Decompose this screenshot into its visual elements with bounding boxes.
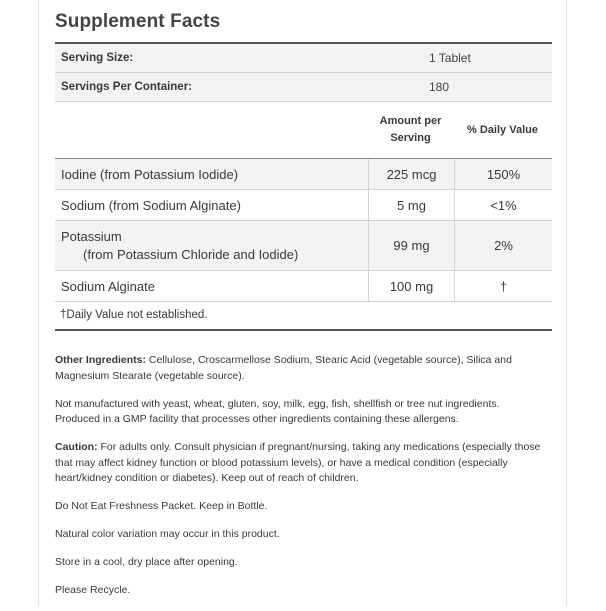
- caution-text: For adults only. Consult physician if pregnant/nursing, taking any medications (especially those that may affect kidney function or blood potassium levels), or have a medical condition (especially heart/kidney condition or diabetes). Keep out of reach of children.: [55, 441, 541, 484]
- daily-value-footnote: †Daily Value not established.: [55, 302, 552, 331]
- nutrient-name: Sodium (from Sodium Alginate): [61, 197, 241, 213]
- nutrient-name-block: [55, 229, 368, 262]
- nutrient-row-sodium: [55, 190, 552, 221]
- nutrient-name: Sodium Alginate: [61, 278, 155, 294]
- nutrient-row-potassium: [55, 221, 552, 271]
- column-header-row: [55, 102, 552, 159]
- nutrient-daily-value: †: [499, 278, 508, 294]
- servings-per-container-label: Servings Per Container:: [61, 81, 193, 93]
- other-ingredients: [55, 353, 545, 384]
- nutrient-amount: 99 mg: [368, 221, 455, 270]
- amount-column-header: [368, 113, 453, 147]
- freshness-note: Do Not Eat Freshness Packet. Keep in Bottle.: [55, 500, 268, 512]
- other-ingredients-label: Other Ingredients:: [55, 354, 147, 366]
- nutrient-daily-value: 2%: [494, 238, 513, 253]
- amount-header-line1: Amount per: [379, 115, 442, 127]
- nutrient-source: (from Potassium Chloride and Iodide): [83, 247, 299, 262]
- nutrient-amount: 100 mg: [368, 271, 455, 301]
- label-notes: [55, 353, 545, 611]
- right-divider: [566, 0, 567, 606]
- nutrient-name: Potassium: [61, 229, 122, 244]
- daily-value-column-header: % Daily Value: [467, 124, 538, 136]
- color-variation-note: Natural color variation may occur in this product.: [55, 528, 280, 540]
- caution-label: Caution:: [55, 441, 98, 453]
- serving-size-row: [55, 44, 552, 73]
- storage-note: Store in a cool, dry place after opening.: [55, 556, 238, 568]
- recycle-note: Please Recycle.: [55, 584, 131, 596]
- allergen-note: Not manufactured with yeast, wheat, gluten, soy, milk, egg, fish, shellfish or tree nut ingredients. Produced in a GMP facility that processes other ingredients containing these allergens.: [55, 397, 500, 425]
- servings-per-container-value: 180: [429, 80, 450, 94]
- left-divider: [38, 0, 39, 606]
- nutrient-daily-value: <1%: [490, 197, 517, 213]
- serving-size-value: 1 Tablet: [429, 51, 471, 65]
- nutrient-row-iodine: [55, 159, 552, 190]
- nutrient-amount: 225 mcg: [368, 159, 455, 189]
- amount-header-line2: Serving: [390, 132, 431, 144]
- supplement-facts-table: [55, 42, 552, 331]
- servings-per-container-row: [55, 73, 552, 102]
- page-title: Supplement Facts: [55, 11, 221, 32]
- other-ingredients-text: Cellulose, Croscarmellose Sodium, Stearic Acid (vegetable source), Silica and Magnesium Stearate (vegetable source).: [55, 354, 512, 382]
- serving-size-label: Serving Size:: [61, 52, 134, 64]
- caution-note: [55, 440, 545, 487]
- nutrient-name: Iodine (from Potassium Iodide): [61, 166, 239, 182]
- nutrient-amount: 5 mg: [368, 190, 455, 220]
- nutrient-daily-value: 150%: [486, 166, 521, 182]
- nutrient-row-sodium-alginate: [55, 271, 552, 302]
